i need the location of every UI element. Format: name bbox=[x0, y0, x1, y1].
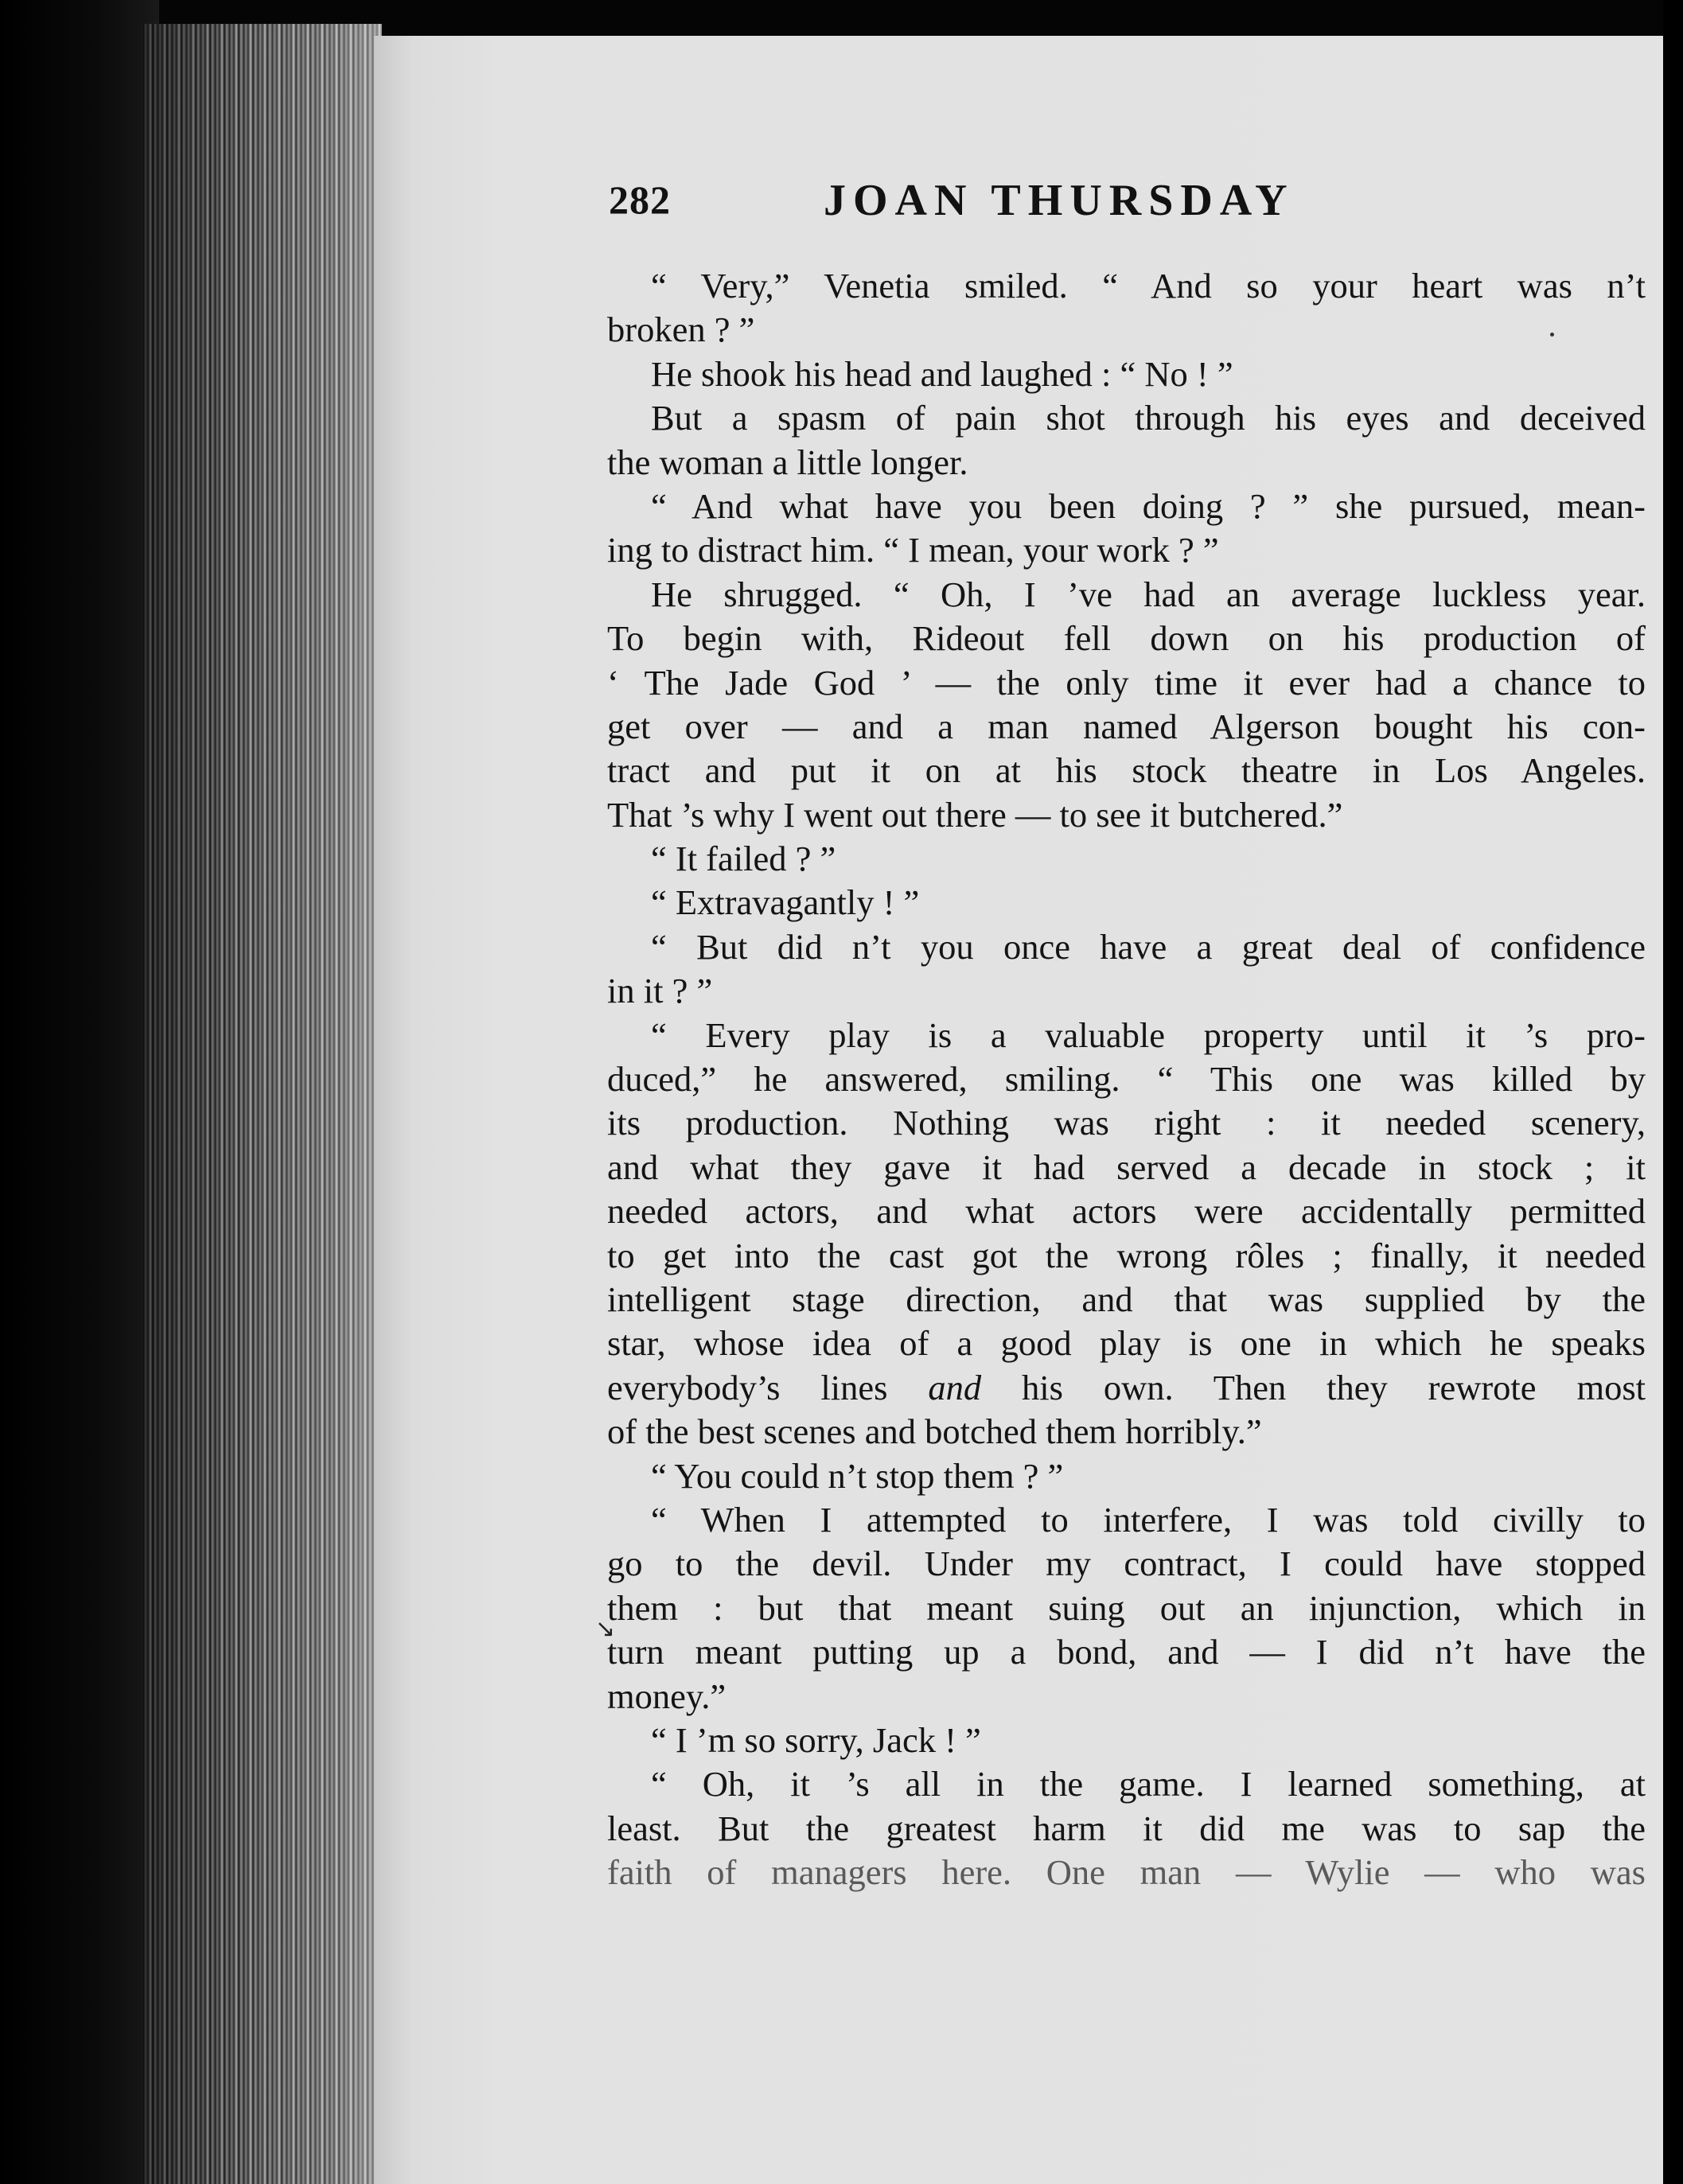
text-line: “ When I attempted to interfere, I was told civilly to bbox=[651, 1499, 1646, 1540]
emphasis: and bbox=[928, 1367, 982, 1407]
page-edges bbox=[143, 24, 382, 2184]
binding-shadow bbox=[0, 0, 159, 2184]
page-number: 282 bbox=[609, 177, 671, 222]
text-line: its production. Nothing was right : it needed scenery, bbox=[607, 1103, 1646, 1143]
text-line: turn meant putting up a bond, and — I did n’t have the bbox=[607, 1632, 1646, 1672]
text-line: them : but that meant suing out an injunction, which in bbox=[607, 1587, 1646, 1628]
text-line: star, whose idea of a good play is one in which he speaks bbox=[607, 1323, 1646, 1364]
text-line: “ Very,” Venetia smiled. “ And so your heart was n’t bbox=[651, 266, 1646, 306]
text-line: needed actors, and what actors were accidentally permitted bbox=[607, 1191, 1646, 1232]
text-line: “ Every play is a valuable property until it ’s pro- bbox=[651, 1014, 1646, 1055]
text-line: money.” bbox=[607, 1676, 727, 1716]
running-head bbox=[609, 177, 1643, 240]
text-line: “ You could n’t stop them ? ” bbox=[651, 1455, 1064, 1496]
text-line: in it ? ” bbox=[607, 971, 713, 1011]
pencil-tick-mark: ↘ bbox=[595, 1615, 616, 1643]
text-line: “ And what have you been doing ? ” she pursued, mean- bbox=[651, 485, 1646, 526]
text-line: the woman a little longer. bbox=[607, 442, 968, 482]
text-line: “ It failed ? ” bbox=[651, 839, 836, 879]
text-line: get over — and a man named Algerson bought his con- bbox=[607, 706, 1646, 746]
text-line: To begin with, Rideout fell down on his production of bbox=[607, 618, 1646, 659]
text-line: That ’s why I went out there — to see it butchered.” bbox=[607, 794, 1343, 835]
text-line: everybody’s lines and his own. Then they rewrote most bbox=[607, 1367, 1646, 1407]
text-line: tract and put it on at his stock theatre in Los Angeles. bbox=[607, 750, 1646, 791]
text-line: of the best scenes and botched them horribly.” bbox=[607, 1411, 1262, 1452]
text-line: ing to distract him. “ I mean, your work ? ” bbox=[607, 530, 1219, 570]
text-line: He shook his head and laughed : “ No ! ” bbox=[651, 353, 1233, 394]
text-line: and what they gave it had served a decade in stock ; it bbox=[607, 1147, 1646, 1187]
text-line: go to the devil. Under my contract, I could have stopped bbox=[607, 1544, 1646, 1584]
page-right-edge bbox=[1663, 0, 1683, 2184]
text-line: “ But did n’t you once have a great deal of confidence bbox=[651, 926, 1646, 967]
text-line: “ Oh, it ’s all in the game. I learned something, at bbox=[651, 1764, 1646, 1804]
text-line: intelligent stage direction, and that was supplied by the bbox=[607, 1279, 1646, 1319]
text-line: ‘ The Jade God ’ — the only time it ever had a chance to bbox=[607, 662, 1646, 703]
text-line: He shrugged. “ Oh, I ’ve had an average luckless year. bbox=[651, 574, 1646, 614]
text-line: But a spasm of pain shot through his eyes and deceived bbox=[651, 398, 1646, 438]
body-text bbox=[607, 264, 1646, 1894]
text-line: duced,” he answered, smiling. “ This one was killed by bbox=[607, 1059, 1646, 1100]
text-line: to get into the cast got the wrong rôles ; finally, it needed bbox=[607, 1235, 1646, 1275]
text-line: “ Extravagantly ! ” bbox=[651, 882, 920, 923]
book-title: JOAN THURSDAY bbox=[824, 176, 1295, 225]
text-line: broken ? ” bbox=[607, 309, 755, 350]
text-line: “ I ’m so sorry, Jack ! ” bbox=[651, 1719, 981, 1760]
text-line: least. But the greatest harm it did me was to sap the bbox=[607, 1808, 1646, 1848]
text-line: faith of managers here. One man — Wylie — who was bbox=[607, 1852, 1646, 1893]
